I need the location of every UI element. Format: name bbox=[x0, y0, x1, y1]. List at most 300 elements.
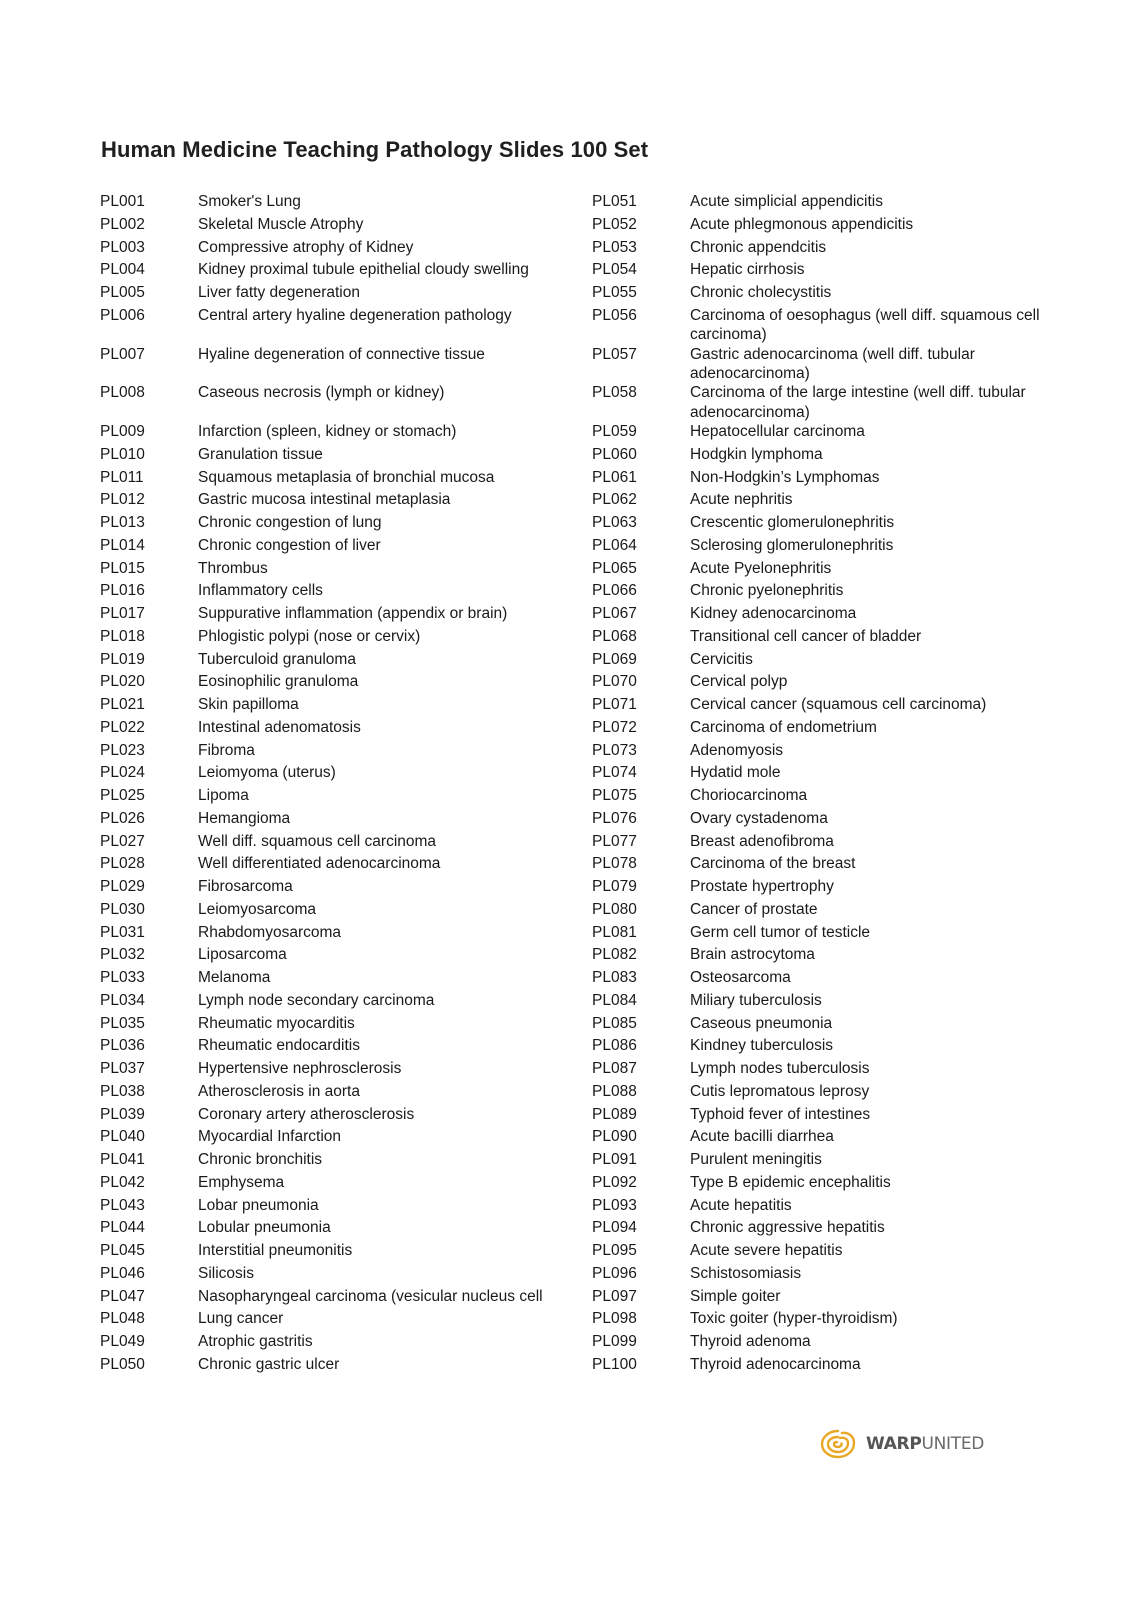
slide-row bbox=[592, 445, 1072, 468]
slide-row bbox=[100, 650, 570, 673]
slide-description: Breast adenofibroma bbox=[690, 832, 834, 850]
slide-description: Lymph node secondary carcinoma bbox=[198, 991, 435, 1009]
slide-code: PL041 bbox=[100, 1151, 145, 1169]
slide-row bbox=[592, 1127, 1072, 1150]
slide-row bbox=[100, 1036, 570, 1059]
slide-description: Carcinoma of the large intestine (well diff. tubular adenocarcinoma) bbox=[690, 384, 1026, 421]
slide-description: Lymph nodes tuberculosis bbox=[690, 1060, 870, 1078]
slide-code: PL098 bbox=[592, 1310, 637, 1328]
slide-row bbox=[592, 991, 1072, 1014]
slide-code: PL074 bbox=[592, 764, 637, 782]
slide-code: PL020 bbox=[100, 673, 145, 691]
slide-code: PL077 bbox=[592, 832, 637, 850]
slide-row bbox=[592, 238, 1072, 261]
slide-code: PL003 bbox=[100, 238, 145, 256]
slide-row bbox=[592, 559, 1072, 582]
slide-code: PL033 bbox=[100, 969, 145, 987]
slide-description: Caseous pneumonia bbox=[690, 1014, 833, 1032]
slide-description: Intestinal adenomatosis bbox=[198, 718, 361, 736]
slide-description: Atherosclerosis in aorta bbox=[198, 1082, 360, 1100]
slide-row bbox=[592, 306, 1072, 345]
slide-code: PL063 bbox=[592, 514, 637, 532]
slide-code: PL059 bbox=[592, 423, 637, 441]
slide-code: PL057 bbox=[592, 345, 637, 363]
slide-code: PL097 bbox=[592, 1287, 637, 1305]
slide-description: Hodgkin lymphoma bbox=[690, 445, 823, 463]
slide-row bbox=[592, 1150, 1072, 1173]
slide-description: Acute simplicial appendicitis bbox=[690, 193, 883, 210]
slide-row bbox=[100, 1196, 570, 1219]
slide-row bbox=[100, 306, 570, 345]
slide-code: PL044 bbox=[100, 1219, 145, 1237]
slide-row bbox=[100, 1082, 570, 1105]
slide-description: Hepatocellular carcinoma bbox=[690, 423, 865, 441]
slide-description: Adenomyosis bbox=[690, 741, 784, 759]
slide-description: Well differentiated adenocarcinoma bbox=[198, 855, 441, 873]
slide-code: PL071 bbox=[592, 696, 637, 714]
slide-code: PL031 bbox=[100, 923, 145, 941]
slide-code: PL043 bbox=[100, 1196, 145, 1214]
slide-row bbox=[100, 1332, 570, 1355]
slide-description: Germ cell tumor of testicle bbox=[690, 923, 871, 941]
slide-code: PL084 bbox=[592, 991, 637, 1009]
slide-description: Kidney adenocarcinoma bbox=[690, 605, 857, 623]
slide-description: Choriocarcinoma bbox=[690, 787, 808, 805]
slide-code: PL066 bbox=[592, 582, 637, 600]
slide-description: Fibroma bbox=[198, 741, 255, 759]
slide-code: PL002 bbox=[100, 215, 145, 233]
slide-code: PL046 bbox=[100, 1264, 145, 1282]
slide-code: PL015 bbox=[100, 559, 145, 577]
slide-row bbox=[592, 1105, 1072, 1128]
slide-code: PL068 bbox=[592, 627, 637, 645]
slide-description: Inflammatory cells bbox=[198, 582, 323, 600]
slide-description: Simple goiter bbox=[690, 1287, 781, 1305]
slide-code: PL006 bbox=[100, 306, 145, 324]
slide-code: PL085 bbox=[592, 1014, 637, 1032]
slide-code: PL073 bbox=[592, 741, 637, 759]
slide-code: PL012 bbox=[100, 491, 145, 509]
slide-row bbox=[592, 490, 1072, 513]
slide-row bbox=[100, 215, 570, 238]
slide-code: PL001 bbox=[100, 193, 145, 210]
slide-row bbox=[592, 536, 1072, 559]
slide-description: Skeletal Muscle Atrophy bbox=[198, 215, 364, 233]
slide-code: PL089 bbox=[592, 1105, 637, 1123]
slide-code: PL093 bbox=[592, 1196, 637, 1214]
slide-row bbox=[100, 923, 570, 946]
slide-code: PL092 bbox=[592, 1173, 637, 1191]
slide-code: PL099 bbox=[592, 1333, 637, 1351]
slide-code: PL036 bbox=[100, 1037, 145, 1055]
slide-row bbox=[100, 1059, 570, 1082]
slide-description: Silicosis bbox=[198, 1264, 254, 1282]
slide-row bbox=[592, 1355, 1072, 1378]
slide-code: PL018 bbox=[100, 627, 145, 645]
slide-code: PL096 bbox=[592, 1264, 637, 1282]
brand-logo-text bbox=[866, 1434, 984, 1454]
slide-row bbox=[592, 1332, 1072, 1355]
slide-description: Schistosomiasis bbox=[690, 1264, 802, 1282]
slide-description: Central artery hyaline degeneration pathology bbox=[198, 306, 512, 324]
slide-row bbox=[100, 1127, 570, 1150]
slide-code: PL009 bbox=[100, 423, 145, 441]
slide-row bbox=[100, 468, 570, 491]
slide-code: PL026 bbox=[100, 809, 145, 827]
slide-description: Thyroid adenoma bbox=[690, 1333, 811, 1351]
slide-row bbox=[592, 809, 1072, 832]
slide-description: Granulation tissue bbox=[198, 445, 323, 463]
slide-code: PL064 bbox=[592, 536, 637, 554]
slide-description: Cervicitis bbox=[690, 650, 753, 668]
slide-row bbox=[100, 877, 570, 900]
slide-description: Chronic gastric ulcer bbox=[198, 1355, 340, 1373]
slide-row bbox=[100, 809, 570, 832]
slide-description: Rheumatic myocarditis bbox=[198, 1014, 355, 1032]
slide-code: PL088 bbox=[592, 1082, 637, 1100]
slide-code: PL054 bbox=[592, 261, 637, 279]
slide-row bbox=[592, 345, 1072, 384]
slide-row bbox=[100, 1241, 570, 1264]
slide-description: Cervical polyp bbox=[690, 673, 788, 691]
slide-row bbox=[592, 877, 1072, 900]
slide-description: Thyroid adenocarcinoma bbox=[690, 1355, 861, 1373]
slide-row bbox=[592, 1287, 1072, 1310]
slide-row bbox=[100, 513, 570, 536]
slide-description: Skin papilloma bbox=[198, 696, 299, 714]
slide-description: Hyaline degeneration of connective tissue bbox=[198, 345, 485, 363]
slide-row bbox=[100, 238, 570, 261]
slide-code: PL095 bbox=[592, 1242, 637, 1260]
slide-code: PL075 bbox=[592, 787, 637, 805]
slide-code: PL028 bbox=[100, 855, 145, 873]
slide-code: PL072 bbox=[592, 718, 637, 736]
slide-description: Kindney tuberculosis bbox=[690, 1037, 834, 1055]
slide-description: Carcinoma of endometrium bbox=[690, 718, 877, 736]
slide-row bbox=[592, 945, 1072, 968]
slide-description: Miliary tuberculosis bbox=[690, 991, 822, 1009]
slide-description: Eosinophilic granuloma bbox=[198, 673, 359, 691]
slide-description: Non-Hodgkin’s Lymphomas bbox=[690, 468, 880, 486]
slide-description: Caseous necrosis (lymph or kidney) bbox=[198, 384, 445, 402]
slide-description: Liposarcoma bbox=[198, 946, 287, 964]
slide-description: Gastric adenocarcinoma (well diff. tubular adenocarcinoma) bbox=[690, 345, 975, 383]
slide-row bbox=[100, 718, 570, 741]
slide-row bbox=[592, 260, 1072, 283]
slide-description: Ovary cystadenoma bbox=[690, 809, 828, 827]
brand-logo bbox=[818, 1427, 984, 1461]
slide-description: Smoker's Lung bbox=[198, 193, 301, 210]
slide-row bbox=[592, 1036, 1072, 1059]
slide-code: PL083 bbox=[592, 969, 637, 987]
slide-description: Hemangioma bbox=[198, 809, 291, 827]
slide-description: Fibrosarcoma bbox=[198, 878, 293, 896]
slide-description: Atrophic gastritis bbox=[198, 1333, 313, 1351]
slide-description: Prostate hypertrophy bbox=[690, 878, 834, 896]
slide-row bbox=[100, 1173, 570, 1196]
slide-row bbox=[592, 695, 1072, 718]
brand-logo-text-light: UNITED bbox=[921, 1434, 985, 1454]
slide-row bbox=[592, 604, 1072, 627]
slide-description: Leiomyosarcoma bbox=[198, 900, 317, 918]
slide-code: PL029 bbox=[100, 878, 145, 896]
slide-description: Carcinoma of oesophagus (well diff. squamous cell carcinoma) bbox=[690, 306, 1040, 344]
slide-description: Emphysema bbox=[198, 1173, 285, 1191]
slide-row bbox=[100, 559, 570, 582]
slide-row bbox=[100, 1218, 570, 1241]
slide-code: PL017 bbox=[100, 605, 145, 623]
slide-code: PL055 bbox=[592, 284, 637, 301]
slide-code: PL032 bbox=[100, 946, 145, 964]
slide-code: PL010 bbox=[100, 445, 145, 463]
slide-row bbox=[592, 1264, 1072, 1287]
slide-row bbox=[592, 900, 1072, 923]
slide-description: Suppurative inflammation (appendix or brain) bbox=[198, 605, 508, 623]
slide-description: Chronic appendcitis bbox=[690, 238, 827, 256]
slide-row bbox=[100, 422, 570, 445]
slide-row bbox=[592, 718, 1072, 741]
slide-description: Coronary artery atherosclerosis bbox=[198, 1105, 415, 1123]
slide-row bbox=[592, 650, 1072, 673]
page-title: Human Medicine Teaching Pathology Slides 100 Set bbox=[101, 137, 649, 162]
slide-row bbox=[592, 1082, 1072, 1105]
slide-description: Crescentic glomerulonephritis bbox=[690, 514, 895, 532]
slide-code: PL087 bbox=[592, 1060, 637, 1078]
slide-description: Hypertensive nephrosclerosis bbox=[198, 1060, 402, 1078]
slide-row bbox=[592, 1241, 1072, 1264]
slide-row bbox=[100, 854, 570, 877]
brand-logo-text-bold: WARP bbox=[866, 1434, 922, 1454]
slide-code: PL052 bbox=[592, 215, 637, 233]
slide-row bbox=[100, 1150, 570, 1173]
slide-row bbox=[100, 1105, 570, 1128]
slide-description: Acute phlegmonous appendicitis bbox=[690, 215, 914, 233]
slide-description: Rheumatic endocarditis bbox=[198, 1037, 360, 1055]
slide-row bbox=[592, 1059, 1072, 1082]
slide-row bbox=[100, 945, 570, 968]
slide-code: PL007 bbox=[100, 345, 145, 363]
slide-row bbox=[592, 383, 1072, 422]
slide-description: Thrombus bbox=[198, 559, 268, 577]
slide-code: PL050 bbox=[100, 1355, 145, 1373]
slide-row bbox=[100, 1287, 570, 1310]
slide-row bbox=[100, 741, 570, 764]
slide-code: PL081 bbox=[592, 923, 637, 941]
slide-description: Nasopharyngeal carcinoma (vesicular nucleus cell bbox=[198, 1287, 543, 1305]
slide-code: PL080 bbox=[592, 900, 637, 918]
slide-description: Chronic aggressive hepatitis bbox=[690, 1219, 885, 1237]
slide-code: PL090 bbox=[592, 1128, 637, 1146]
slide-description: Myocardial Infarction bbox=[198, 1128, 342, 1146]
slide-description: Acute nephritis bbox=[690, 491, 793, 509]
slide-description: Kidney proximal tubule epithelial cloudy swelling bbox=[198, 261, 529, 279]
slide-row bbox=[592, 1196, 1072, 1219]
slide-row bbox=[592, 215, 1072, 238]
slide-code: PL025 bbox=[100, 787, 145, 805]
slide-row bbox=[100, 1355, 570, 1378]
slide-description: Chronic congestion of lung bbox=[198, 514, 382, 532]
slide-code: PL024 bbox=[100, 764, 145, 782]
slide-description: Osteosarcoma bbox=[690, 969, 791, 987]
slide-description: Acute hepatitis bbox=[690, 1196, 792, 1214]
slide-row bbox=[592, 1014, 1072, 1037]
slide-code: PL039 bbox=[100, 1105, 145, 1123]
warp-united-rose-icon bbox=[818, 1427, 858, 1461]
slide-code: PL067 bbox=[592, 605, 637, 623]
slide-row bbox=[100, 536, 570, 559]
slide-row bbox=[592, 832, 1072, 855]
slide-row bbox=[592, 422, 1072, 445]
slide-description: Type B epidemic encephalitis bbox=[690, 1173, 891, 1191]
slide-description: Transitional cell cancer of bladder bbox=[690, 627, 922, 645]
slide-list-right bbox=[592, 192, 1072, 1378]
slide-row bbox=[592, 968, 1072, 991]
slide-row bbox=[100, 627, 570, 650]
slide-description: Chronic congestion of liver bbox=[198, 536, 381, 554]
slide-description: Cervical cancer (squamous cell carcinoma) bbox=[690, 696, 987, 714]
slide-code: PL062 bbox=[592, 491, 637, 509]
slide-row bbox=[100, 260, 570, 283]
slide-row bbox=[100, 445, 570, 468]
slide-description: Carcinoma of the breast bbox=[690, 855, 856, 873]
slide-code: PL094 bbox=[592, 1219, 637, 1237]
slide-code: PL040 bbox=[100, 1128, 145, 1146]
slide-row bbox=[100, 1264, 570, 1287]
slide-description: Acute bacilli diarrhea bbox=[690, 1128, 834, 1146]
slide-description: Chronic cholecystitis bbox=[690, 284, 832, 301]
slide-row bbox=[592, 581, 1072, 604]
slide-description: Gastric mucosa intestinal metaplasia bbox=[198, 491, 451, 509]
slide-code: PL045 bbox=[100, 1242, 145, 1260]
slide-description: Chronic pyelonephritis bbox=[690, 582, 844, 600]
slide-code: PL030 bbox=[100, 900, 145, 918]
slide-code: PL042 bbox=[100, 1173, 145, 1191]
slide-row bbox=[592, 741, 1072, 764]
slide-row bbox=[592, 513, 1072, 536]
slide-code: PL023 bbox=[100, 741, 145, 759]
slide-description: Lung cancer bbox=[198, 1310, 284, 1328]
slide-description: Infarction (spleen, kidney or stomach) bbox=[198, 423, 457, 441]
slide-description: Well diff. squamous cell carcinoma bbox=[198, 832, 437, 850]
slide-description: Cancer of prostate bbox=[690, 900, 818, 918]
slide-code: PL100 bbox=[592, 1355, 637, 1373]
slide-code: PL069 bbox=[592, 650, 637, 668]
slide-description: Phlogistic polypi (nose or cervix) bbox=[198, 627, 421, 645]
slide-code: PL013 bbox=[100, 514, 145, 532]
slide-row bbox=[100, 991, 570, 1014]
slide-row bbox=[592, 923, 1072, 946]
slide-description: Toxic goiter (hyper-thyroidism) bbox=[690, 1310, 898, 1328]
slide-row bbox=[100, 763, 570, 786]
slide-description: Sclerosing glomerulonephritis bbox=[690, 536, 894, 554]
slide-code: PL053 bbox=[592, 238, 637, 256]
slide-description: Lobular pneumonia bbox=[198, 1219, 331, 1237]
slide-description: Lobar pneumonia bbox=[198, 1196, 319, 1214]
slide-code: PL086 bbox=[592, 1037, 637, 1055]
slide-code: PL058 bbox=[592, 384, 637, 402]
slide-row bbox=[100, 490, 570, 513]
slide-description: Rhabdomyosarcoma bbox=[198, 923, 342, 941]
slide-row bbox=[100, 968, 570, 991]
slide-row bbox=[100, 832, 570, 855]
slide-row bbox=[592, 672, 1072, 695]
slide-description: Hydatid mole bbox=[690, 764, 781, 782]
slide-description: Acute Pyelonephritis bbox=[690, 559, 832, 577]
slide-code: PL056 bbox=[592, 306, 637, 324]
slide-code: PL016 bbox=[100, 582, 145, 600]
slide-description: Cutis lepromatous leprosy bbox=[690, 1082, 870, 1100]
slide-code: PL076 bbox=[592, 809, 637, 827]
slide-code: PL038 bbox=[100, 1082, 145, 1100]
slide-code: PL070 bbox=[592, 673, 637, 691]
slide-code: PL082 bbox=[592, 946, 637, 964]
slide-code: PL051 bbox=[592, 193, 637, 210]
slide-code: PL027 bbox=[100, 832, 145, 850]
slide-code: PL048 bbox=[100, 1310, 145, 1328]
slide-code: PL034 bbox=[100, 991, 145, 1009]
slide-description: Hepatic cirrhosis bbox=[690, 261, 805, 279]
slide-code: PL014 bbox=[100, 536, 145, 554]
slide-row bbox=[592, 468, 1072, 491]
slide-code: PL047 bbox=[100, 1287, 145, 1305]
slide-row bbox=[100, 581, 570, 604]
slide-row bbox=[100, 900, 570, 923]
slide-code: PL035 bbox=[100, 1014, 145, 1032]
slide-row bbox=[100, 283, 570, 306]
slide-code: PL004 bbox=[100, 261, 145, 279]
slide-row bbox=[100, 695, 570, 718]
slide-description: Brain astrocytoma bbox=[690, 946, 815, 964]
slide-row bbox=[100, 345, 570, 384]
slide-description: Interstitial pneumonitis bbox=[198, 1242, 353, 1260]
slide-row bbox=[100, 1309, 570, 1332]
slide-row bbox=[592, 786, 1072, 809]
slide-row bbox=[100, 672, 570, 695]
slide-row bbox=[100, 1014, 570, 1037]
slide-code: PL037 bbox=[100, 1060, 145, 1078]
slide-description: Acute severe hepatitis bbox=[690, 1242, 843, 1260]
slide-code: PL061 bbox=[592, 468, 637, 486]
slide-row bbox=[592, 763, 1072, 786]
slide-row bbox=[592, 192, 1072, 215]
slide-row bbox=[100, 786, 570, 809]
slide-description: Tuberculoid granuloma bbox=[198, 650, 356, 668]
slide-code: PL049 bbox=[100, 1333, 145, 1351]
slide-description: Chronic bronchitis bbox=[198, 1151, 323, 1169]
slide-code: PL011 bbox=[100, 468, 144, 486]
slide-row bbox=[592, 1173, 1072, 1196]
slide-code: PL079 bbox=[592, 878, 637, 896]
slide-row bbox=[100, 604, 570, 627]
slide-row bbox=[592, 1218, 1072, 1241]
slide-code: PL060 bbox=[592, 445, 637, 463]
slide-row bbox=[592, 854, 1072, 877]
slide-code: PL019 bbox=[100, 650, 145, 668]
slide-description: Compressive atrophy of Kidney bbox=[198, 238, 414, 256]
slide-description: Leiomyoma (uterus) bbox=[198, 764, 336, 782]
slide-row bbox=[100, 383, 570, 422]
slide-description: Purulent meningitis bbox=[690, 1151, 822, 1169]
slide-row bbox=[592, 283, 1072, 306]
slide-code: PL065 bbox=[592, 559, 637, 577]
slide-description: Melanoma bbox=[198, 969, 271, 987]
slide-code: PL005 bbox=[100, 284, 145, 301]
slide-list-left bbox=[100, 192, 570, 1378]
slide-description: Typhoid fever of intestines bbox=[690, 1105, 871, 1123]
slide-code: PL078 bbox=[592, 855, 637, 873]
slide-code: PL091 bbox=[592, 1151, 637, 1169]
slide-description: Lipoma bbox=[198, 787, 249, 805]
